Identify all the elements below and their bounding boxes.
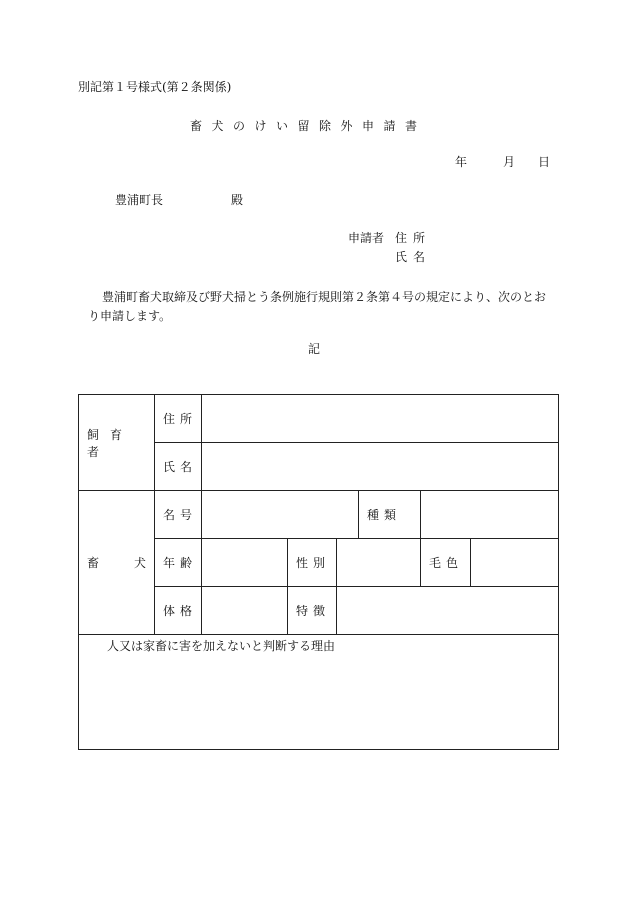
- keeper-name-field[interactable]: [202, 443, 559, 491]
- build-label: 体格: [155, 587, 202, 635]
- build-field[interactable]: [202, 587, 288, 635]
- body-text: 豊浦町畜犬取締及び野犬掃とう条例施行規則第２条第４号の規定により、次のとおり申請します。: [88, 290, 547, 323]
- dog-group-label: 畜 犬: [79, 491, 155, 635]
- features-label: 特徴: [288, 587, 337, 635]
- coat-color-label: 毛色: [421, 539, 471, 587]
- applicant-address-label: 住所: [395, 231, 432, 245]
- sex-field[interactable]: [337, 539, 421, 587]
- date-month: 月: [503, 155, 516, 169]
- breed-field[interactable]: [421, 491, 559, 539]
- applicant-label: 申請者: [348, 231, 385, 245]
- form-number-label: 別記第１号様式(第２条関係): [78, 80, 232, 94]
- dog-name-field[interactable]: [202, 491, 359, 539]
- age-label: 年齢: [155, 539, 202, 587]
- age-field[interactable]: [202, 539, 288, 587]
- detail-table: [78, 394, 559, 750]
- ki-mark: 記: [308, 342, 321, 356]
- keeper-group-label: 飼育者: [79, 395, 155, 491]
- keeper-address-label: 住所: [155, 395, 202, 443]
- dog-name-label: 名号: [155, 491, 202, 539]
- date-year: 年: [455, 155, 468, 169]
- breed-label: 種類: [359, 491, 421, 539]
- date-line: [455, 155, 550, 169]
- reason-label: 人又は家畜に害を加えないと判断する理由: [107, 639, 336, 653]
- date-day: 日: [538, 155, 551, 169]
- keeper-address-field[interactable]: [202, 395, 559, 443]
- addressee: 豊浦町長: [115, 193, 164, 207]
- keeper-name-label: 氏名: [155, 443, 202, 491]
- features-field[interactable]: [337, 587, 559, 635]
- applicant-name-label: 氏名: [395, 250, 432, 264]
- honorific: 殿: [231, 193, 244, 207]
- coat-color-field[interactable]: [471, 539, 559, 587]
- document-title: 畜犬のけい留除外申請書: [190, 119, 427, 133]
- reason-field[interactable]: [79, 635, 559, 750]
- sex-label: 性別: [288, 539, 337, 587]
